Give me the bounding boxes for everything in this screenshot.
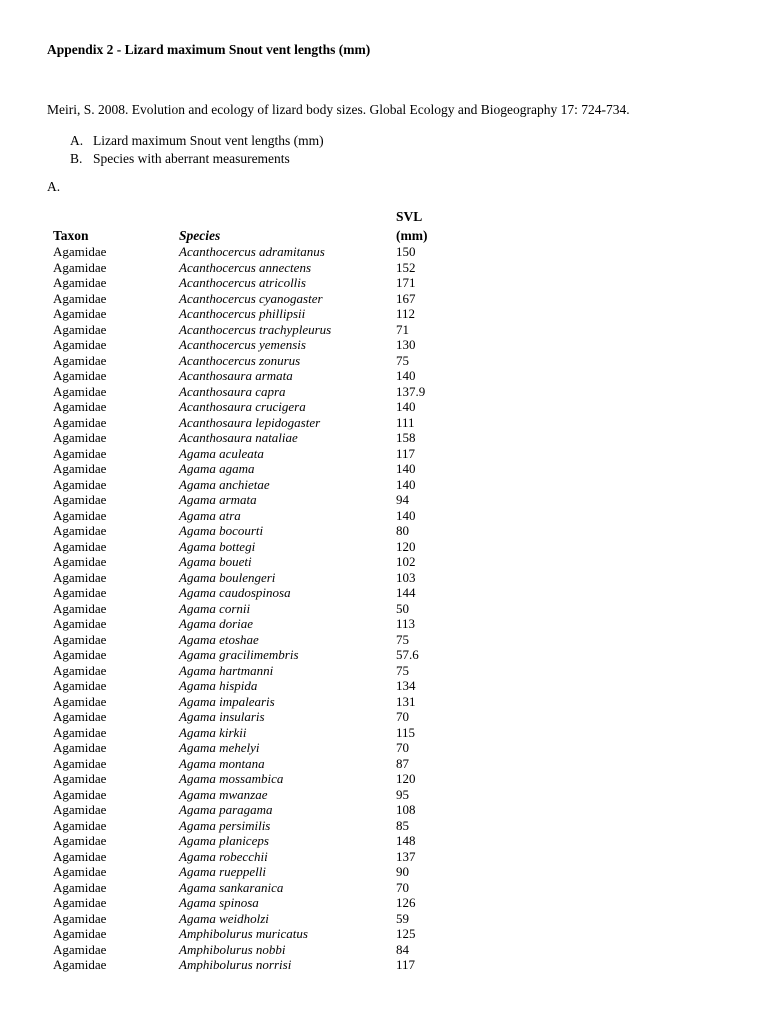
contents-item-label: Lizard maximum Snout vent lengths (mm) <box>93 133 324 148</box>
svl-cell: 84 <box>396 941 409 957</box>
svl-cell: 87 <box>396 755 409 771</box>
taxon-cell: Agamidae <box>53 352 107 368</box>
contents-item <box>70 150 324 168</box>
svl-cell: 144 <box>396 585 416 600</box>
taxon-cell: Agamidae <box>53 306 107 321</box>
taxon-cell: Agamidae <box>53 600 107 616</box>
svl-cell: 75 <box>396 631 409 647</box>
taxon-cell: Agamidae <box>53 337 107 352</box>
svl-cell: 70 <box>396 879 409 895</box>
svl-cell: 140 <box>396 399 416 414</box>
contents-list <box>70 132 324 168</box>
svl-cell: 134 <box>396 678 416 693</box>
species-cell: Agama rueppelli <box>179 864 267 879</box>
taxon-cell: Agamidae <box>53 585 107 600</box>
svl-cell: 90 <box>396 864 409 879</box>
svl-cell: 167 <box>396 290 416 306</box>
svl-cell: 95 <box>396 786 409 802</box>
svl-cell: 152 <box>396 259 416 275</box>
taxon-cell: Agamidae <box>53 476 107 492</box>
svl-cell: 70 <box>396 709 409 724</box>
taxon-cell: Agamidae <box>53 368 107 383</box>
species-cell: Agama anchietae <box>179 476 270 492</box>
svl-cell: 57.6 <box>396 647 419 662</box>
species-cell: Agama boueti <box>179 554 252 569</box>
taxon-cell: Agamidae <box>53 693 107 709</box>
taxon-cell: Agamidae <box>53 399 107 414</box>
contents-item-marker: A. <box>70 133 84 148</box>
svl-cell: 115 <box>396 724 416 740</box>
species-cell: Agama boulengeri <box>179 569 276 585</box>
taxon-cell: Agamidae <box>53 662 107 678</box>
species-cell: Acanthosaura lepidogaster <box>179 414 321 430</box>
species-cell: Amphibolurus nobbi <box>179 941 286 957</box>
svl-cell: 140 <box>396 461 416 476</box>
svl-cell: 108 <box>396 802 416 817</box>
taxon-cell: Agamidae <box>53 492 107 507</box>
svl-cell: 130 <box>396 337 416 352</box>
species-cell: Agama aculeata <box>179 445 264 461</box>
species-cell: Agama bottegi <box>179 538 256 554</box>
svl-cell: 113 <box>396 616 416 631</box>
svl-header-line1: SVL <box>396 209 423 224</box>
svl-cell: 112 <box>396 306 416 321</box>
species-cell: Agama planiceps <box>179 833 269 848</box>
svl-cell: 70 <box>396 740 409 755</box>
taxon-cell: Agamidae <box>53 740 107 755</box>
svl-cell: 131 <box>396 693 416 709</box>
species-cell: Agama insularis <box>179 709 265 724</box>
svl-cell: 71 <box>396 321 409 337</box>
contents-item-marker: B. <box>70 151 83 166</box>
species-cell: Acanthocercus annectens <box>179 259 311 275</box>
taxon-cell: Agamidae <box>53 631 107 647</box>
contents-item <box>70 132 324 150</box>
svl-cell: 140 <box>396 368 416 383</box>
taxon-cell: Agamidae <box>53 290 107 306</box>
taxon-cell: Agamidae <box>53 259 107 275</box>
taxon-cell: Agamidae <box>53 926 107 941</box>
taxon-cell: Agamidae <box>53 507 107 523</box>
svl-cell: 126 <box>396 895 416 910</box>
species-cell: Acanthocercus phillipsii <box>179 306 306 321</box>
species-cell: Agama impalearis <box>179 693 275 709</box>
species-cell: Acanthocercus atricollis <box>179 275 306 290</box>
species-cell: Agama mwanzae <box>179 786 268 802</box>
svl-cell: 137.9 <box>396 383 426 399</box>
species-cell: Agama mehelyi <box>179 740 260 755</box>
svl-cell: 140 <box>396 476 416 492</box>
svl-cell: 75 <box>396 662 409 678</box>
svl-column-header: (mm) <box>396 228 428 243</box>
taxon-cell: Agamidae <box>53 244 107 259</box>
svl-cell: 80 <box>396 523 409 538</box>
taxon-cell: Agamidae <box>53 538 107 554</box>
taxon-cell: Agamidae <box>53 461 107 476</box>
taxon-cell: Agamidae <box>53 910 107 926</box>
species-cell: Agama sankaranica <box>179 879 284 895</box>
svl-cell: 85 <box>396 817 409 833</box>
svl-cell: 171 <box>396 275 416 290</box>
svl-cell: 117 <box>396 957 416 972</box>
species-cell: Acanthosaura armata <box>179 368 293 383</box>
species-cell: Agama mossambica <box>179 771 284 786</box>
species-cell: Agama agama <box>179 461 255 476</box>
taxon-cell: Agamidae <box>53 786 107 802</box>
species-cell: Acanthocercus cyanogaster <box>179 290 323 306</box>
species-cell: Acanthosaura crucigera <box>179 399 306 414</box>
document-title: Appendix 2 - Lizard maximum Snout vent lengths (mm) <box>47 42 371 57</box>
contents-item-label: Species with aberrant measurements <box>93 151 290 166</box>
svl-cell: 158 <box>396 430 416 445</box>
species-cell: Agama doriae <box>179 616 254 631</box>
svl-cell: 59 <box>396 910 409 926</box>
taxon-cell: Agamidae <box>53 848 107 864</box>
svl-cell: 125 <box>396 926 416 941</box>
species-column-header: Species <box>179 228 221 243</box>
svl-cell: 120 <box>396 538 416 554</box>
svl-cell: 120 <box>396 771 416 786</box>
taxon-cell: Agamidae <box>53 383 107 399</box>
taxon-cell: Agamidae <box>53 321 107 337</box>
taxon-cell: Agamidae <box>53 709 107 724</box>
taxon-cell: Agamidae <box>53 755 107 771</box>
svl-cell: 103 <box>396 569 416 585</box>
taxon-cell: Agamidae <box>53 895 107 910</box>
svl-cell: 75 <box>396 352 409 368</box>
svl-cell: 150 <box>396 244 416 259</box>
taxon-column-header: Taxon <box>53 228 89 243</box>
svl-cell: 94 <box>396 492 409 507</box>
taxon-cell: Agamidae <box>53 724 107 740</box>
species-cell: Acanthocercus trachypleurus <box>179 321 332 337</box>
species-cell: Agama hartmanni <box>179 662 274 678</box>
taxon-cell: Agamidae <box>53 802 107 817</box>
taxon-cell: Agamidae <box>53 879 107 895</box>
species-cell: Acanthosaura capra <box>179 383 286 399</box>
species-cell: Agama montana <box>179 755 265 771</box>
species-cell: Acanthocercus yemensis <box>179 337 306 352</box>
taxon-cell: Agamidae <box>53 771 107 786</box>
species-cell: Acanthocercus zonurus <box>179 352 301 368</box>
species-cell: Agama paragama <box>179 802 273 817</box>
svl-cell: 50 <box>396 600 409 616</box>
svl-cell: 137 <box>396 848 416 864</box>
taxon-cell: Agamidae <box>53 414 107 430</box>
taxon-cell: Agamidae <box>53 833 107 848</box>
species-cell: Agama robecchii <box>179 848 268 864</box>
taxon-cell: Agamidae <box>53 275 107 290</box>
species-cell: Agama gracilimembris <box>179 647 299 662</box>
svl-cell: 117 <box>396 445 416 461</box>
species-cell: Agama kirkii <box>179 724 247 740</box>
citation: Meiri, S. 2008. Evolution and ecology of lizard body sizes. Global Ecology and Biogeography 17: 724-734. <box>47 102 630 117</box>
taxon-cell: Agamidae <box>53 445 107 461</box>
species-cell: Agama caudospinosa <box>179 585 291 600</box>
species-cell: Agama cornii <box>179 600 251 616</box>
taxon-cell: Agamidae <box>53 941 107 957</box>
taxon-cell: Agamidae <box>53 523 107 538</box>
species-cell: Agama weidholzi <box>179 910 269 926</box>
taxon-cell: Agamidae <box>53 616 107 631</box>
species-cell: Agama bocourti <box>179 523 264 538</box>
species-cell: Acanthosaura nataliae <box>179 430 298 445</box>
taxon-cell: Agamidae <box>53 817 107 833</box>
species-cell: Agama armata <box>179 492 257 507</box>
svl-cell: 140 <box>396 507 416 523</box>
taxon-cell: Agamidae <box>53 864 107 879</box>
taxon-cell: Agamidae <box>53 554 107 569</box>
species-cell: Agama spinosa <box>179 895 259 910</box>
species-cell: Amphibolurus muricatus <box>179 926 308 941</box>
section-label: A. <box>47 179 61 194</box>
taxon-cell: Agamidae <box>53 647 107 662</box>
species-cell: Acanthocercus adramitanus <box>179 244 325 259</box>
taxon-cell: Agamidae <box>53 569 107 585</box>
svl-cell: 102 <box>396 554 416 569</box>
taxon-cell: Agamidae <box>53 430 107 445</box>
taxon-cell: Agamidae <box>53 678 107 693</box>
species-cell: Agama atra <box>179 507 241 523</box>
svl-cell: 148 <box>396 833 416 848</box>
species-cell: Amphibolurus norrisi <box>179 957 292 972</box>
species-cell: Agama etoshae <box>179 631 259 647</box>
species-cell: Agama persimilis <box>179 817 271 833</box>
svl-cell: 111 <box>396 414 415 430</box>
taxon-cell: Agamidae <box>53 957 107 972</box>
species-cell: Agama hispida <box>179 678 258 693</box>
